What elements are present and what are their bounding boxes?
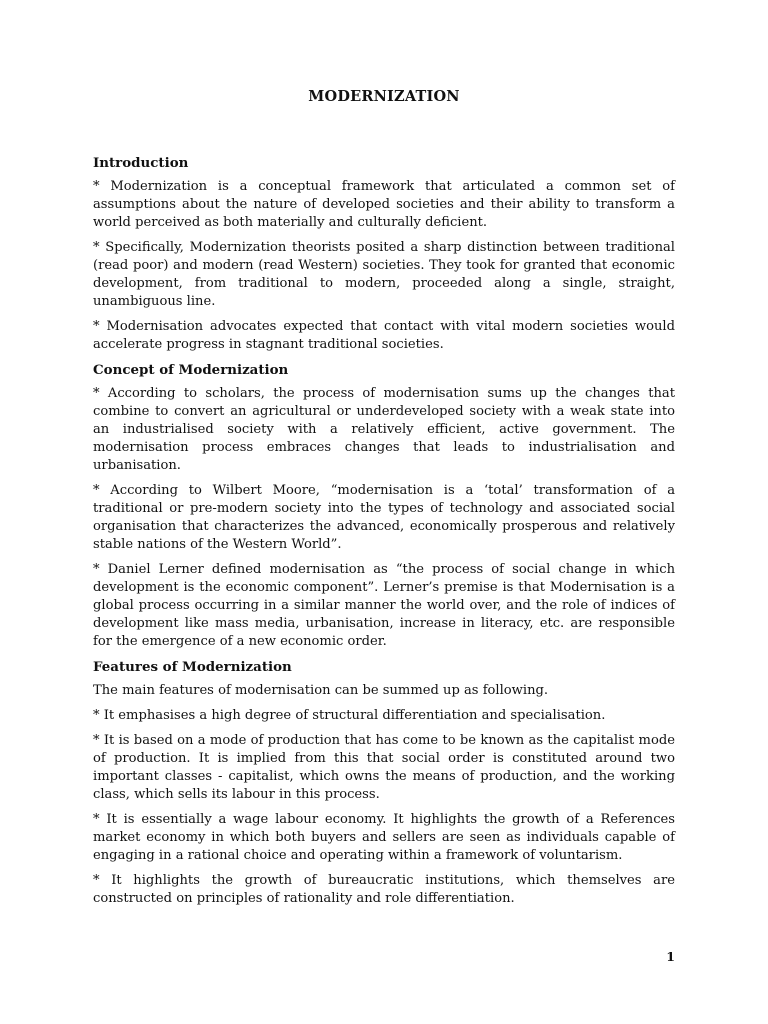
paragraph: * Specifically, Modernization theorists posited a sharp distinction between traditional (read poor) and modern (read Western) societies. They took for granted that economic development, from traditional to modern, proceeded along a single, straight, unambiguous line.	[93, 240, 675, 309]
section-features	[93, 658, 675, 908]
document-title: MODERNIZATION	[308, 88, 460, 105]
paragraph: * Daniel Lerner defined modernisation as “the process of social change in which development is the economic component”. Lerner’s premise is that Modernisation is a global process occurring in a similar manner the world over, and the role of indices of development like mass media, urbanisation, increase in literacy, etc. are responsible for the emergence of a new economic order.	[93, 562, 675, 649]
paragraph: * According to Wilbert Moore, “modernisation is a ‘total’ transformation of a traditional or pre-modern society into the types of technology and associated social organisation that characterizes the advanced, economically prosperous and relatively stable nations of the Western World”.	[93, 483, 675, 552]
section-heading: Features of Modernization	[93, 659, 292, 675]
paragraph: The main features of modernisation can be summed up as following.	[93, 683, 549, 698]
document-content	[93, 88, 675, 915]
paragraph: * Modernization is a conceptual framework that articulated a common set of assumptions about the nature of developed societies and their ability to transform a world perceived as both materially and culturally deficient.	[93, 179, 675, 230]
paragraph: * According to scholars, the process of modernisation sums up the changes that combine to convert an agricultural or underdeveloped society with a weak state into an industrialised society with a relatively efficient, active government. The modernisation process embraces changes that leads to industrialisation and urbanisation.	[93, 386, 675, 473]
page-number: 1	[666, 949, 675, 964]
paragraph: * Modernisation advocates expected that contact with vital modern societies would accelerate progress in stagnant traditional societies.	[93, 319, 675, 352]
section-heading: Concept of Modernization	[93, 362, 289, 378]
paragraph: * It is based on a mode of production that has come to be known as the capitalist mode of production. It is implied from this that social order is constituted around two important classes - capitalist, which owns the means of production, and the working class, which sells its labour in this process.	[93, 733, 675, 802]
paragraph: * It highlights the growth of bureaucratic institutions, which themselves are constructed on principles of rationality and role differentiation.	[93, 873, 675, 906]
section-concept	[93, 361, 675, 651]
paragraph: * It emphasises a high degree of structural differentiation and specialisation.	[93, 708, 606, 723]
section-heading: Introduction	[93, 155, 189, 171]
paragraph: * It is essentially a wage labour economy. It highlights the growth of a References market economy in which both buyers and sellers are seen as individuals capable of engaging in a rational choice and operating within a framework of voluntarism.	[93, 812, 675, 863]
section-introduction	[93, 154, 675, 354]
